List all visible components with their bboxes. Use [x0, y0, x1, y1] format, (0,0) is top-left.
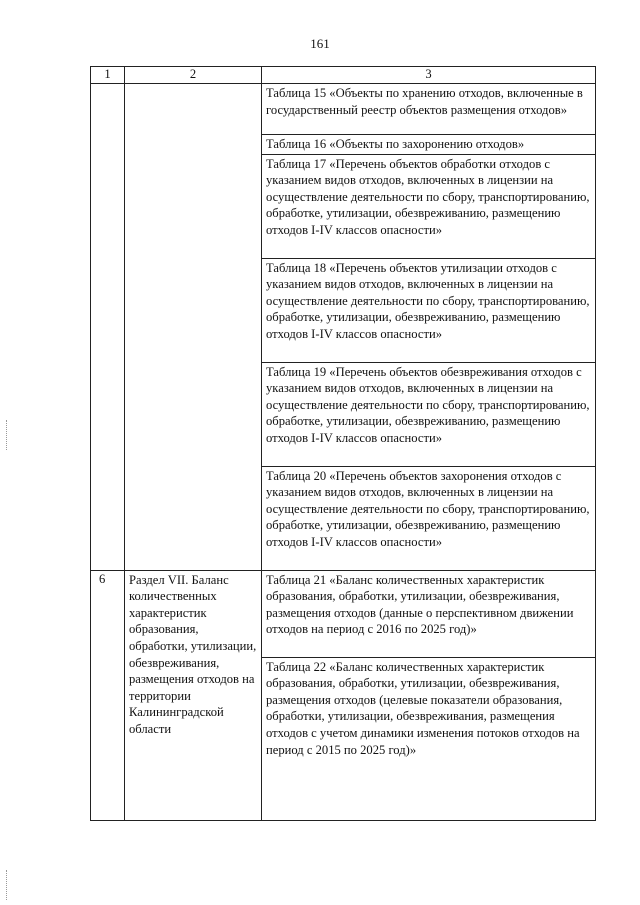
table-item-cell: Таблица 17 «Перечень объектов обработки отходов с указанием видов отходов, включенных в лицензии на осуществление деятельности по сбору, транспортированию, обработке, утилизации, обезвреживанию, размещению отходов I-IV классов опасности» — [262, 154, 596, 258]
table-item-cell: Таблица 15 «Объекты по хранению отходов, включенные в государственный реестр объектов размещения отходов» — [262, 84, 596, 135]
margin-binding-marks — [6, 420, 10, 450]
table-item-cell: Таблица 16 «Объекты по захоронению отходов» — [262, 135, 596, 155]
table-row — [91, 570, 596, 657]
column-header: 2 — [125, 67, 262, 84]
document-table — [90, 66, 596, 821]
section-cell: Раздел VII. Баланс количественных характеристик образования, обработки, утилизации, обезвреживания, размещения отходов на территории Калининградской области — [125, 570, 262, 820]
row-number-cell — [91, 84, 125, 571]
column-header: 1 — [91, 67, 125, 84]
table-item-cell: Таблица 20 «Перечень объектов захоронения отходов с указанием видов отходов, включенных в лицензии на осуществление деятельности по сбору, транспортированию, обработке, утилизации, обезвреживанию, размещению отходов I-IV классов опасности» — [262, 466, 596, 570]
table-item-cell: Таблица 19 «Перечень объектов обезвреживания отходов с указанием видов отходов, включенных в лицензии на осуществление деятельности по сбору, транспортированию, обработке, утилизации, обезвреживанию, размещению отходов I-IV классов опасности» — [262, 362, 596, 466]
row-number-cell: 6 — [91, 570, 125, 820]
table-item-cell: Таблица 22 «Баланс количественных характеристик образования, обработки, утилизации, обезвреживания, размещения отходов (целевые показатели образования, обработки, утилизации, обезвреживания, размещения отходов с учетом динамики изменения потоков отходов на период с 2015 по 2025 год)» — [262, 657, 596, 820]
table-header-row — [91, 67, 596, 84]
section-cell — [125, 84, 262, 571]
table-item-cell: Таблица 21 «Баланс количественных характеристик образования, обработки, утилизации, обезвреживания, размещения отходов (данные о перспективном движении отходов на период с 2016 по 2025 год)» — [262, 570, 596, 657]
table-item-cell: Таблица 18 «Перечень объектов утилизации отходов с указанием видов отходов, включенных в лицензии на осуществление деятельности по сбору, транспортированию, обработке, утилизации, обезвреживанию, размещению отходов I-IV классов опасности» — [262, 258, 596, 362]
column-header: 3 — [262, 67, 596, 84]
table-row — [91, 84, 596, 135]
margin-binding-marks — [6, 870, 10, 900]
page-number: 161 — [310, 36, 330, 51]
